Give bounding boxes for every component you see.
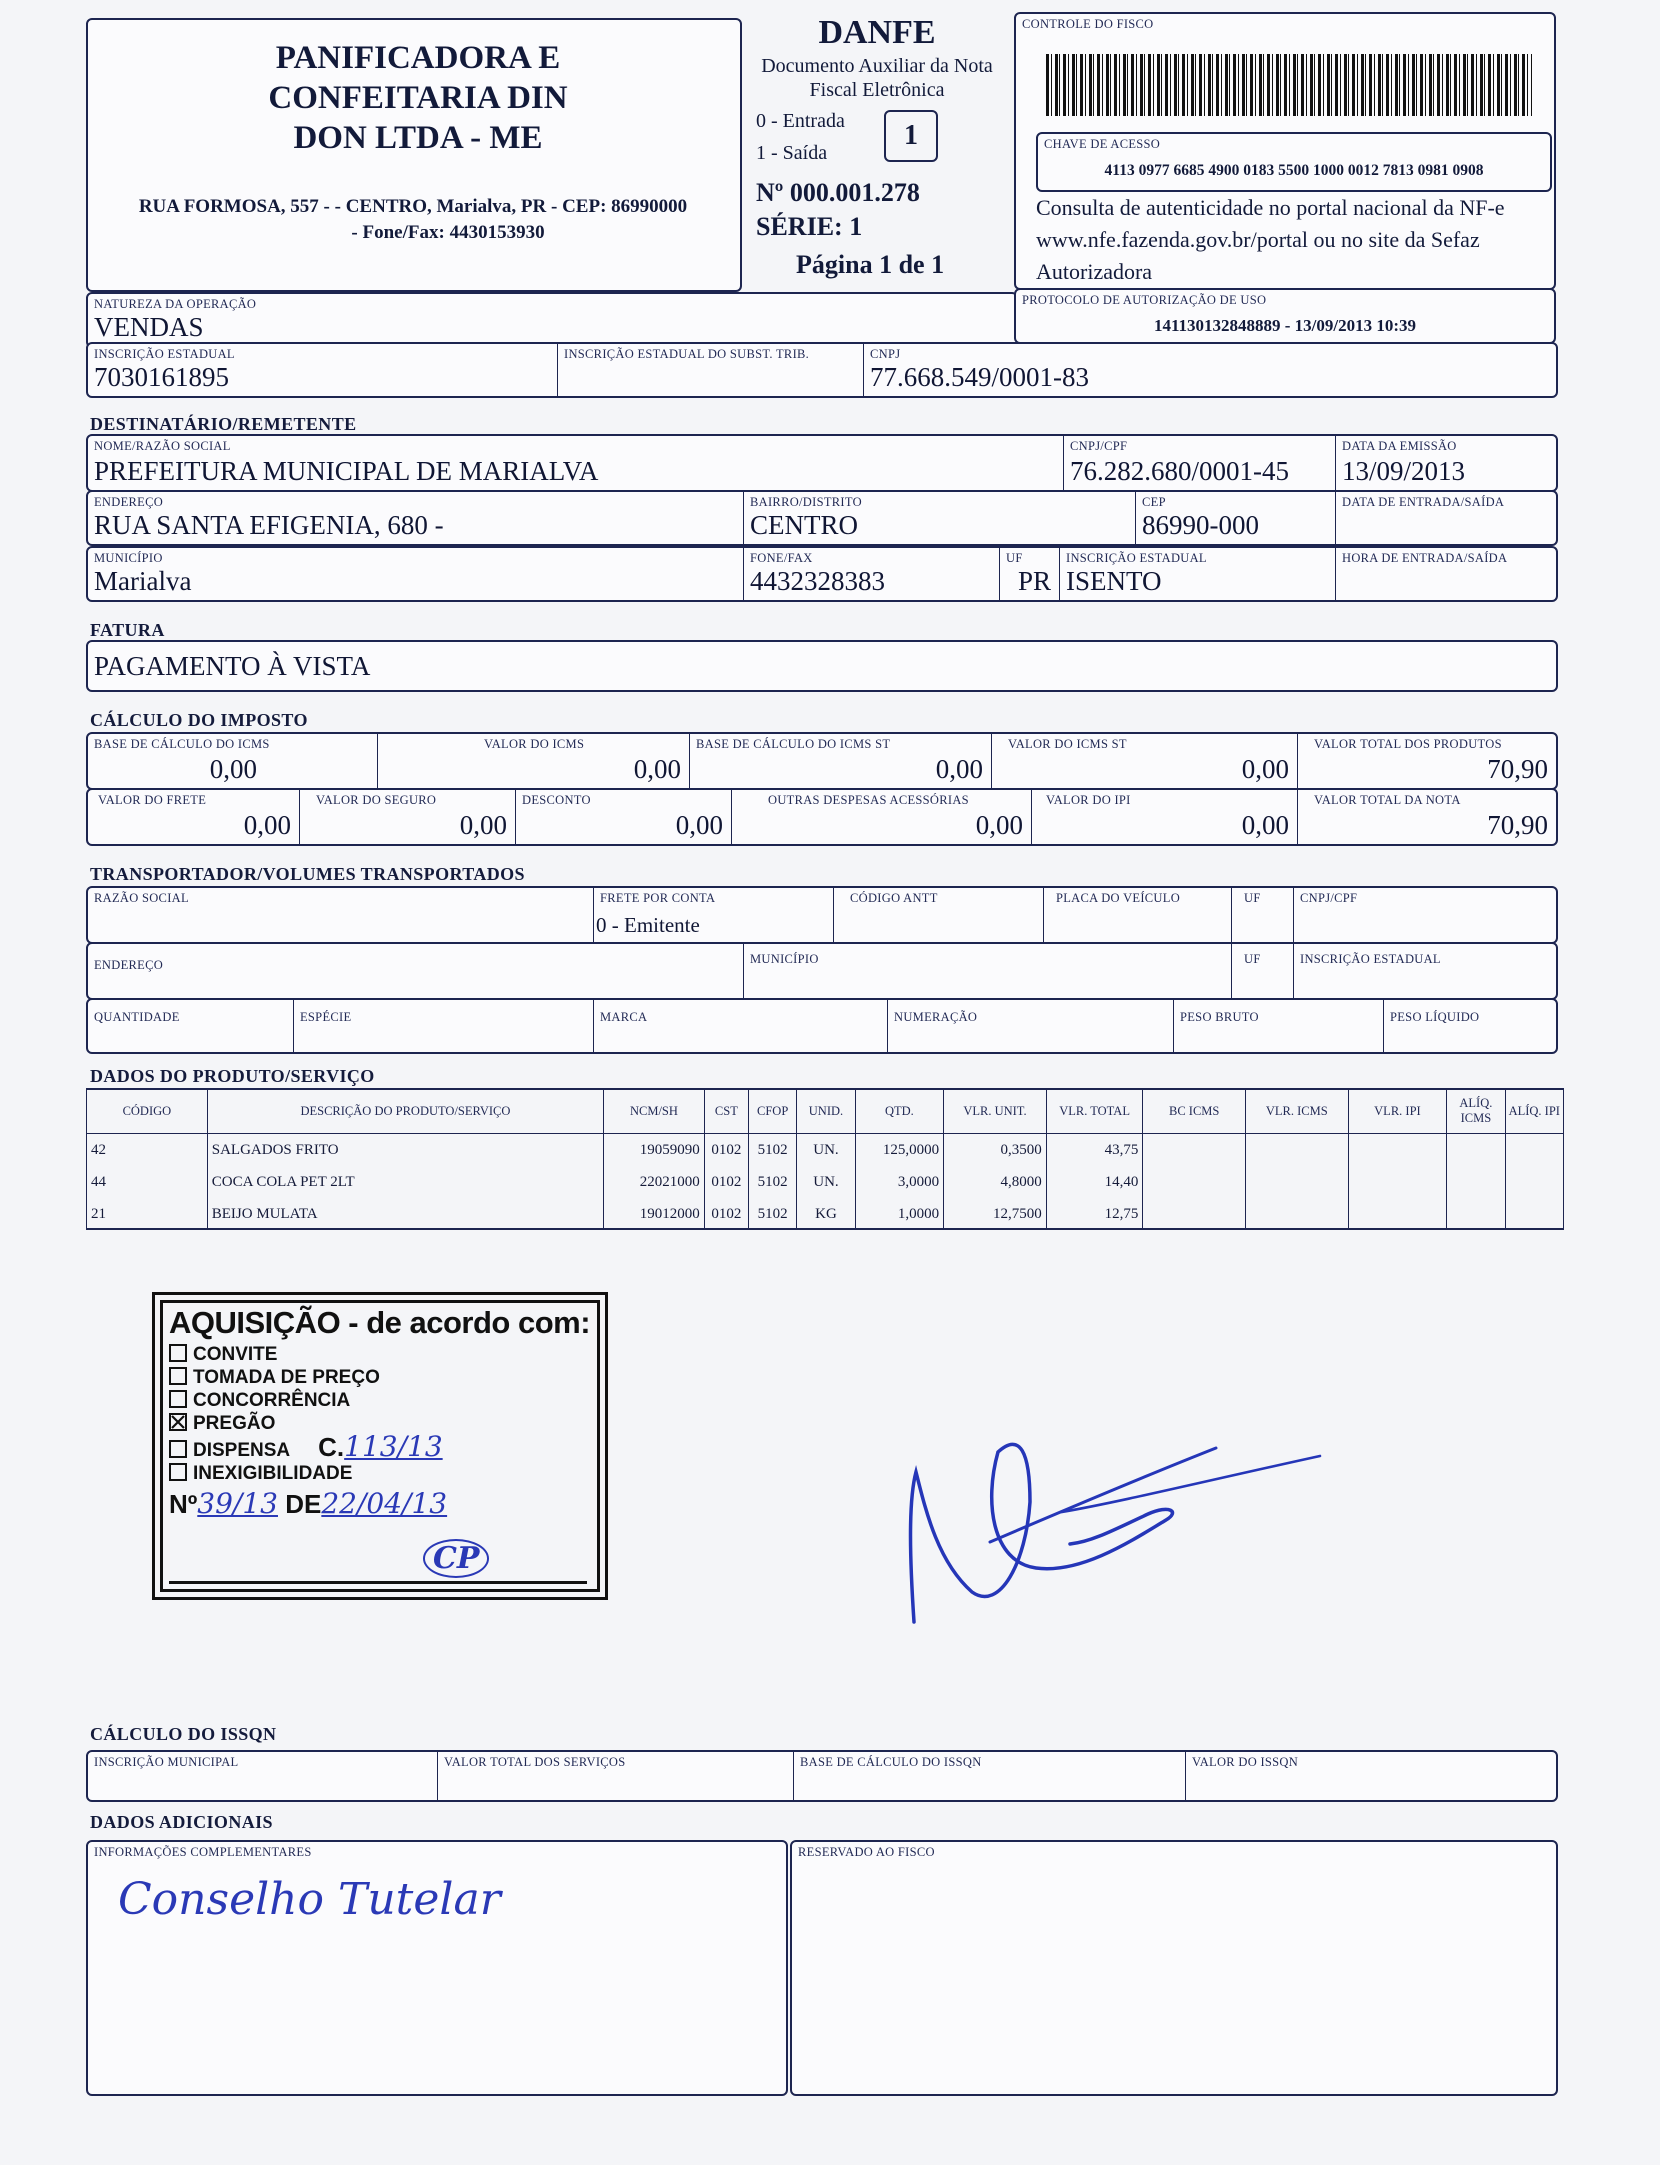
cell-ncm: 19059090 xyxy=(604,1134,705,1167)
imposto-label: VALOR DO SEGURO xyxy=(316,793,437,807)
cell-cst: 0102 xyxy=(704,1134,748,1167)
info-complementares-box xyxy=(86,1840,788,2096)
stamp-sign-line xyxy=(169,1581,587,1584)
dest-hora-cell xyxy=(1336,548,1556,600)
issqn-total-servicos xyxy=(438,1752,794,1800)
transp-label: ESPÉCIE xyxy=(300,1010,352,1024)
danfe-pagina: Página 1 de 1 xyxy=(796,250,945,279)
imposto-desconto xyxy=(516,790,732,844)
cell-vlr-total: 43,75 xyxy=(1046,1134,1143,1167)
cnpj-label: CNPJ xyxy=(870,347,901,361)
issqn-row xyxy=(86,1750,1558,1802)
imposto-label: BASE DE CÁLCULO DO ICMS xyxy=(94,737,270,751)
cell-aliq-ipi xyxy=(1505,1198,1563,1230)
dest-emissao: 13/09/2013 xyxy=(1342,456,1466,486)
transp-label: UF xyxy=(1244,952,1261,966)
imposto-ipi xyxy=(1032,790,1298,844)
imposto-value: 0,00 xyxy=(1241,810,1289,840)
transp-cnpj xyxy=(1294,888,1556,942)
transp-label: MARCA xyxy=(600,1010,648,1024)
info-handwritten: Conselho Tutelar xyxy=(118,1874,501,1925)
cell-cfop: 5102 xyxy=(749,1166,797,1198)
imposto-base-icms xyxy=(88,734,378,788)
consulta-text: Consulta de autenticidade no portal nacional da NF-e www.nfe.fazenda.gov.br/portal ou no site da Sefaz Autorizadora xyxy=(1036,195,1505,284)
controle-label: CONTROLE DO FISCO xyxy=(1022,17,1154,31)
stamp-options xyxy=(169,1343,443,1485)
dest-endereco: RUA SANTA EFIGENIA, 680 - xyxy=(94,510,444,540)
danfe-saida: 1 - Saída xyxy=(756,142,828,164)
transp-quantidade xyxy=(88,1000,294,1052)
cell-cst: 0102 xyxy=(704,1166,748,1198)
transp-ie xyxy=(1294,944,1556,998)
cell-aliq-icms xyxy=(1447,1134,1505,1167)
emitter-phone: - Fone/Fax: 4430153930 xyxy=(351,222,545,243)
produtos-header-row xyxy=(87,1089,1564,1134)
table-row xyxy=(87,1166,1564,1198)
transp-peso-liquido xyxy=(1384,1000,1556,1052)
transp-label: FRETE POR CONTA xyxy=(600,891,716,905)
cell-ncm: 19012000 xyxy=(604,1198,705,1230)
th-vlr-total: VLR. TOTAL xyxy=(1046,1089,1143,1134)
checked-box-icon xyxy=(169,1413,187,1431)
stamp-option xyxy=(169,1366,443,1389)
dest-uf-label: UF xyxy=(1006,551,1023,565)
stamp-c-value: 113/13 xyxy=(344,1430,443,1463)
imposto-value: 70,90 xyxy=(1487,810,1548,840)
th-vlr-ipi: VLR. IPI xyxy=(1348,1089,1447,1134)
table-row xyxy=(87,1134,1564,1167)
produtos-table xyxy=(86,1088,1564,1230)
fatura-section: FATURA xyxy=(90,620,165,640)
danfe-numero: Nº 000.001.278 xyxy=(756,178,920,207)
cell-bc-icms xyxy=(1143,1198,1246,1230)
checkbox-icon xyxy=(169,1440,187,1458)
dest-bairro-label: BAIRRO/DISTRITO xyxy=(750,495,862,509)
dest-fone: 4432328383 xyxy=(750,566,885,596)
adicionais-section: DADOS ADICIONAIS xyxy=(90,1812,273,1832)
dest-cep-label: CEP xyxy=(1142,495,1166,509)
cell-codigo: 44 xyxy=(87,1166,208,1198)
cell-vlr-ipi xyxy=(1348,1166,1447,1198)
cell-codigo: 21 xyxy=(87,1198,208,1230)
transp-label: UF xyxy=(1244,891,1261,905)
stamp-option-label: CONCORRÊNCIA xyxy=(193,1390,351,1411)
cell-bc-icms xyxy=(1143,1134,1246,1167)
transp-label: PESO BRUTO xyxy=(1180,1010,1259,1024)
ie-cell xyxy=(88,344,558,396)
checkbox-icon xyxy=(169,1344,187,1362)
natureza-label: NATUREZA DA OPERAÇÃO xyxy=(94,297,257,311)
th-aliq-icms: ALÍQ. ICMS xyxy=(1447,1089,1505,1134)
cell-aliq-ipi xyxy=(1505,1166,1563,1198)
transp-row-2 xyxy=(86,942,1558,1000)
dest-fone-label: FONE/FAX xyxy=(750,551,813,565)
cell-qtd: 3,0000 xyxy=(855,1166,944,1198)
dest-ie-cell xyxy=(1060,548,1336,600)
dest-uf: PR xyxy=(1017,566,1051,596)
natureza-value: VENDAS xyxy=(94,312,204,342)
dest-entrada-cell xyxy=(1336,492,1556,544)
stamp-de-value: 22/04/13 xyxy=(321,1487,448,1520)
stamp-no-label: Nº xyxy=(169,1489,198,1519)
imposto-value: 0,00 xyxy=(243,810,291,840)
dest-hora-label: HORA DE ENTRADA/SAÍDA xyxy=(1342,551,1508,565)
fisco-box xyxy=(1014,12,1556,290)
transp-row-3 xyxy=(86,998,1558,1054)
dest-row-3 xyxy=(86,546,1558,602)
cell-aliq-icms xyxy=(1447,1166,1505,1198)
checkbox-icon xyxy=(169,1367,187,1385)
dest-emissao-cell xyxy=(1336,436,1556,490)
cell-qtd: 1,0000 xyxy=(855,1198,944,1230)
imposto-total-produtos xyxy=(1298,734,1556,788)
issqn-inscricao xyxy=(88,1752,438,1800)
imposto-frete xyxy=(88,790,300,844)
checkbox-icon xyxy=(169,1463,187,1481)
imposto-label: VALOR DO ICMS xyxy=(484,737,585,751)
th-qtd: QTD. xyxy=(855,1089,944,1134)
imposto-value: 0,00 xyxy=(675,810,723,840)
dest-ie: ISENTO xyxy=(1066,566,1162,596)
protocolo-box xyxy=(1014,288,1556,344)
transp-label: CÓDIGO ANTT xyxy=(850,891,938,905)
cell-vlr-ipi xyxy=(1348,1134,1447,1167)
stamp-no-value: 39/13 xyxy=(197,1487,278,1520)
fatura-value: PAGAMENTO À VISTA xyxy=(94,651,371,681)
dest-ie-label: INSCRIÇÃO ESTADUAL xyxy=(1066,551,1207,565)
stamp-option xyxy=(169,1430,443,1463)
th-unid: UNID. xyxy=(797,1089,855,1134)
transp-endereco xyxy=(88,944,744,998)
emitter-address: RUA FORMOSA, 557 - - CENTRO, Marialva, PR - CEP: 86990000 xyxy=(138,196,688,217)
dest-endereco-label: ENDEREÇO xyxy=(94,495,164,509)
transp-label: NUMERAÇÃO xyxy=(894,1010,978,1024)
transp-label: INSCRIÇÃO ESTADUAL xyxy=(1300,952,1441,966)
stamp-number-line xyxy=(169,1487,447,1520)
imposto-section: CÁLCULO DO IMPOSTO xyxy=(90,710,308,730)
imposto-label: DESCONTO xyxy=(522,793,591,807)
fatura-box xyxy=(86,640,1558,692)
cell-qtd: 125,0000 xyxy=(855,1134,944,1167)
cnpj-value: 77.668.549/0001-83 xyxy=(870,362,1089,392)
th-ncm: NCM/SH xyxy=(604,1089,705,1134)
transp-uf2 xyxy=(1232,944,1294,998)
issqn-valor xyxy=(1186,1752,1556,1800)
cell-aliq-ipi xyxy=(1505,1134,1563,1167)
transp-label: RAZÃO SOCIAL xyxy=(94,891,189,905)
issqn-label: VALOR DO ISSQN xyxy=(1192,1755,1299,1769)
cell-vlr-unit: 12,7500 xyxy=(944,1198,1047,1230)
ie-st-cell xyxy=(558,344,864,396)
dest-bairro: CENTRO xyxy=(750,510,858,540)
th-descricao: DESCRIÇÃO DO PRODUTO/SERVIÇO xyxy=(207,1089,603,1134)
danfe-title: DANFE xyxy=(818,14,936,51)
issqn-label: VALOR TOTAL DOS SERVIÇOS xyxy=(444,1755,626,1769)
cell-unid: UN. xyxy=(797,1134,855,1167)
cnpj-cell xyxy=(864,344,1554,396)
imposto-label: VALOR TOTAL DOS PRODUTOS xyxy=(1314,737,1502,751)
dest-municipio-label: MUNICÍPIO xyxy=(94,551,163,565)
cell-vlr-icms xyxy=(1246,1134,1349,1167)
issqn-base xyxy=(794,1752,1186,1800)
emitter-box xyxy=(86,18,742,292)
issqn-label: BASE DE CÁLCULO DO ISSQN xyxy=(800,1755,982,1769)
th-vlr-unit: VLR. UNIT. xyxy=(944,1089,1047,1134)
barcode xyxy=(1046,54,1532,116)
imposto-value: 0,00 xyxy=(459,810,507,840)
transp-antt xyxy=(834,888,1044,942)
stamp-option xyxy=(169,1389,443,1412)
issqn-section: CÁLCULO DO ISSQN xyxy=(90,1724,277,1744)
transp-especie xyxy=(294,1000,594,1052)
dest-entrada-label: DATA DE ENTRADA/SAÍDA xyxy=(1342,495,1505,509)
cell-unid: UN. xyxy=(797,1166,855,1198)
transp-row-1 xyxy=(86,886,1558,944)
stamp-option-label: PREGÃO xyxy=(193,1413,276,1434)
imposto-seguro xyxy=(300,790,516,844)
imposto-outras xyxy=(732,790,1032,844)
cell-vlr-total: 14,40 xyxy=(1046,1166,1143,1198)
emitter-name: PANIFICADORA E CONFEITARIA DIN DON LTDA - ME xyxy=(268,40,568,156)
dest-nome-label: NOME/RAZÃO SOCIAL xyxy=(94,439,231,453)
cell-cfop: 5102 xyxy=(749,1198,797,1230)
dest-cnpj-label: CNPJ/CPF xyxy=(1070,439,1128,453)
ie-label: INSCRIÇÃO ESTADUAL xyxy=(94,347,235,361)
imposto-row-1 xyxy=(86,732,1558,790)
danfe-subtitle: Documento Auxiliar da Nota Fiscal Eletrônica xyxy=(761,55,993,101)
stamp-title: AQUISIÇÃO - de acordo com: xyxy=(169,1305,591,1340)
danfe-entrada: 0 - Entrada xyxy=(756,110,845,132)
stamp-option-label: TOMADA DE PREÇO xyxy=(193,1367,380,1388)
imposto-label: VALOR DO ICMS ST xyxy=(1008,737,1127,751)
dest-emissao-label: DATA DA EMISSÃO xyxy=(1342,439,1457,453)
dest-fone-cell xyxy=(744,548,1000,600)
cell-vlr-ipi xyxy=(1348,1198,1447,1230)
danfe-serie: SÉRIE: 1 xyxy=(756,212,863,241)
cell-vlr-unit: 0,3500 xyxy=(944,1134,1047,1167)
transp-peso-bruto xyxy=(1174,1000,1384,1052)
issqn-label: INSCRIÇÃO MUNICIPAL xyxy=(94,1755,239,1769)
destinatario-section: DESTINATÁRIO/REMETENTE xyxy=(90,414,357,434)
cell-vlr-icms xyxy=(1246,1166,1349,1198)
transp-label: PESO LÍQUIDO xyxy=(1390,1010,1480,1024)
th-bc-icms: BC ICMS xyxy=(1143,1089,1246,1134)
th-cfop: CFOP xyxy=(749,1089,797,1134)
chave-box xyxy=(1036,132,1552,192)
transp-label: QUANTIDADE xyxy=(94,1010,180,1024)
transp-marca xyxy=(594,1000,888,1052)
cell-vlr-total: 12,75 xyxy=(1046,1198,1143,1230)
reservado-fisco-box xyxy=(790,1840,1558,2096)
stamp-initials: CP xyxy=(423,1539,489,1578)
imposto-value: 0,00 xyxy=(209,754,257,784)
dest-municipio-cell xyxy=(88,548,744,600)
stamp-option xyxy=(169,1343,443,1366)
imposto-total-nota xyxy=(1298,790,1556,844)
ie-st-label: INSCRIÇÃO ESTADUAL DO SUBST. TRIB. xyxy=(564,347,810,361)
cell-cst: 0102 xyxy=(704,1198,748,1230)
dest-municipio: Marialva xyxy=(94,566,192,596)
imposto-value: 0,00 xyxy=(633,754,681,784)
cell-bc-icms xyxy=(1143,1166,1246,1198)
cell-vlr-icms xyxy=(1246,1198,1349,1230)
dest-cep-cell xyxy=(1136,492,1336,544)
chave-value: 4113 0977 6685 4900 0183 5500 1000 0012 7813 0981 0908 xyxy=(1104,162,1484,179)
info-label: INFORMAÇÕES COMPLEMENTARES xyxy=(94,1845,312,1859)
dest-row-2 xyxy=(86,490,1558,546)
cell-ncm: 22021000 xyxy=(604,1166,705,1198)
imposto-base-icms-st xyxy=(690,734,992,788)
dest-cep: 86990-000 xyxy=(1142,510,1259,540)
table-row xyxy=(87,1198,1564,1230)
checkbox-icon xyxy=(169,1390,187,1408)
imposto-valor-icms-st xyxy=(992,734,1298,788)
stamp-option-label: CONVITE xyxy=(193,1344,278,1365)
ie-row xyxy=(86,342,1558,398)
protocolo-value: 141130132848889 - 13/09/2013 10:39 xyxy=(1153,316,1417,335)
transp-municipio xyxy=(744,944,1232,998)
dest-nome: PREFEITURA MUNICIPAL DE MARIALVA xyxy=(94,456,599,486)
protocolo-label: PROTOCOLO DE AUTORIZAÇÃO DE USO xyxy=(1022,293,1267,307)
aquisicao-stamp xyxy=(152,1292,608,1600)
imposto-label: VALOR DO FRETE xyxy=(98,793,207,807)
cell-descricao: BEIJO MULATA xyxy=(207,1198,603,1230)
imposto-label: BASE DE CÁLCULO DO ICMS ST xyxy=(696,737,891,751)
stamp-option-label: DISPENSA xyxy=(193,1440,291,1461)
transp-uf xyxy=(1232,888,1294,942)
produtos-section: DADOS DO PRODUTO/SERVIÇO xyxy=(90,1066,375,1086)
stamp-c-label: C. xyxy=(318,1432,345,1462)
transp-frete-value: 0 - Emitente xyxy=(596,913,700,937)
imposto-row-2 xyxy=(86,788,1558,846)
cell-codigo: 42 xyxy=(87,1134,208,1167)
danfe-tipo-box: 1 xyxy=(884,110,938,162)
dest-uf-cell xyxy=(1000,548,1060,600)
transp-placa xyxy=(1044,888,1232,942)
natureza-box xyxy=(86,292,1018,348)
dest-cnpj: 76.282.680/0001-45 xyxy=(1070,456,1289,486)
cell-unid: KG xyxy=(797,1198,855,1230)
imposto-value: 0,00 xyxy=(935,754,983,784)
cell-descricao: COCA COLA PET 2LT xyxy=(207,1166,603,1198)
dest-row-1 xyxy=(86,434,1558,492)
cell-aliq-icms xyxy=(1447,1198,1505,1230)
th-aliq-ipi: ALÍQ. IPI xyxy=(1505,1089,1563,1134)
th-codigo: CÓDIGO xyxy=(87,1089,208,1134)
dest-bairro-cell xyxy=(744,492,1136,544)
stamp-option xyxy=(169,1462,443,1485)
cell-cfop: 5102 xyxy=(749,1134,797,1167)
danfe-block xyxy=(742,14,1012,294)
ie-value: 7030161895 xyxy=(94,362,229,392)
imposto-value: 0,00 xyxy=(975,810,1023,840)
stamp-option-label: INEXIGIBILIDADE xyxy=(193,1463,353,1484)
transp-label: MUNICÍPIO xyxy=(750,952,819,966)
stamp-de-label: DE xyxy=(285,1489,322,1519)
imposto-valor-icms xyxy=(378,734,690,788)
dest-endereco-cell xyxy=(88,492,744,544)
th-cst: CST xyxy=(704,1089,748,1134)
cell-descricao: SALGADOS FRITO xyxy=(207,1134,603,1167)
transp-label: PLACA DO VEÍCULO xyxy=(1056,891,1181,905)
fisco-label: RESERVADO AO FISCO xyxy=(798,1845,935,1859)
cell-vlr-unit: 4,8000 xyxy=(944,1166,1047,1198)
dest-nome-cell xyxy=(88,436,1064,490)
chave-label: CHAVE DE ACESSO xyxy=(1044,137,1161,151)
transp-label: CNPJ/CPF xyxy=(1300,891,1358,905)
imposto-label: VALOR TOTAL DA NOTA xyxy=(1314,793,1461,807)
dest-cnpj-cell xyxy=(1064,436,1336,490)
imposto-label: VALOR DO IPI xyxy=(1046,793,1131,807)
th-vlr-icms: VLR. ICMS xyxy=(1246,1089,1349,1134)
imposto-value: 70,90 xyxy=(1487,754,1548,784)
transp-frete xyxy=(594,888,834,942)
imposto-value: 0,00 xyxy=(1241,754,1289,784)
transp-razao xyxy=(88,888,594,942)
signature-scribble xyxy=(880,1392,1340,1632)
transp-label: ENDEREÇO xyxy=(94,958,164,972)
imposto-label: OUTRAS DESPESAS ACESSÓRIAS xyxy=(768,793,969,807)
transportador-section: TRANSPORTADOR/VOLUMES TRANSPORTADOS xyxy=(90,864,525,884)
transp-numeracao xyxy=(888,1000,1174,1052)
